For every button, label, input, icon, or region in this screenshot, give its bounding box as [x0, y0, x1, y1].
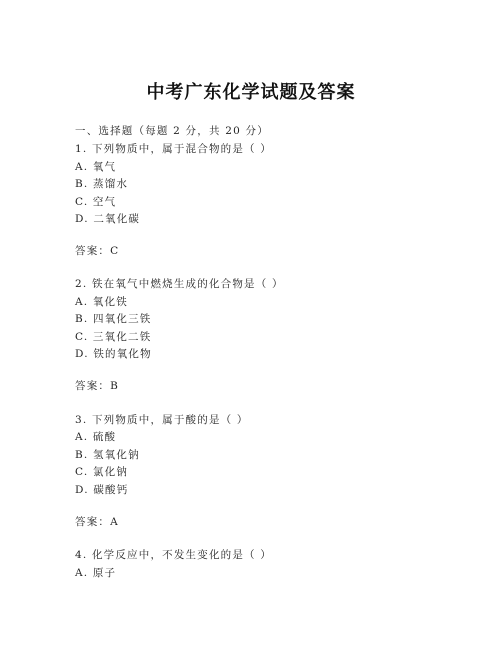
question-2-stem: 2. 铁在氧气中燃烧生成的化合物是（ ） [75, 278, 284, 290]
question-2-option-c: C. 三氧化二铁 [75, 331, 152, 343]
question-1-option-d: D. 二氧化碳 [75, 213, 141, 225]
question-2-option-a: A. 氧化铁 [75, 296, 128, 308]
question-2-option-d: D. 铁的氧化物 [75, 348, 152, 360]
section-heading: 一、选择题（每题 2 分，共 20 分） [75, 125, 269, 137]
question-3-option-b: B. 氢氧化钠 [75, 449, 140, 461]
question-2-answer: 答案：B [75, 380, 120, 392]
question-1-option-a: A. 氧气 [75, 161, 117, 173]
question-4-option-a: A. 原子 [75, 567, 117, 579]
question-3-option-d: D. 碳酸钙 [75, 484, 129, 496]
question-3-stem: 3. 下列物质中，属于酸的是（ ） [75, 414, 249, 426]
question-1-stem: 1. 下列物质中，属于混合物的是（ ） [75, 143, 272, 155]
question-2-option-b: B. 四氧化三铁 [75, 313, 152, 325]
question-1-option-c: C. 空气 [75, 196, 117, 208]
question-3-answer: 答案：A [75, 516, 119, 528]
question-1-option-b: B. 蒸馏水 [75, 178, 129, 190]
question-3-option-c: C. 氯化钠 [75, 466, 129, 478]
question-3-option-a: A. 硫酸 [75, 431, 117, 443]
question-4-stem: 4. 化学反应中，不发生变化的是（ ） [75, 549, 272, 561]
document-title: 中考广东化学试题及答案 [146, 82, 356, 103]
question-1-answer: 答案：C [75, 245, 120, 257]
